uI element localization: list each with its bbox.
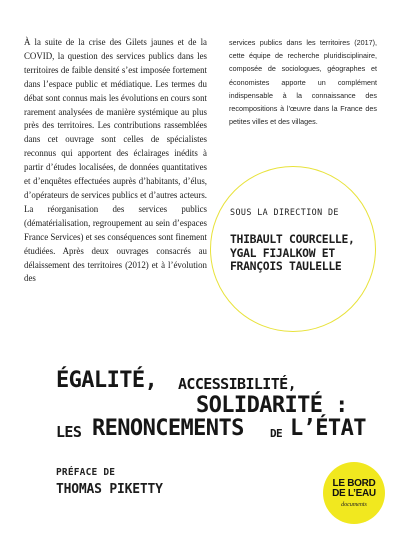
editor-name: THIBAULT COURCELLE, <box>230 232 355 246</box>
title-word-egalite: ÉGALITÉ, <box>56 368 158 393</box>
editor-name: FRANÇOIS TAULELLE <box>230 259 342 274</box>
title-word-de: DE <box>270 427 283 440</box>
preface-block <box>56 467 163 497</box>
editor-name: YGAL FIJALKOW ET <box>230 245 335 260</box>
title-word-renoncements: RENONCEMENTS <box>92 416 244 441</box>
publisher-name-line1: LE BORD <box>332 477 376 489</box>
editors-block <box>230 207 395 274</box>
title-word-solidarite: SOLIDARITÉ : <box>196 393 348 418</box>
publisher-name-line2: DE L’EAU <box>332 487 376 499</box>
publisher-collection: documents <box>341 501 367 508</box>
title-word-accessibilite: ACCESSIBILITÉ, <box>178 375 297 393</box>
preface-label: PRÉFACE DE <box>56 467 116 478</box>
editors-names <box>230 233 395 274</box>
title-word-etat: L’ÉTAT <box>290 416 366 441</box>
summary-left-column: À la suite de la crise des Gilets jaunes et de la COVID, la question des services publics dans les territoires de faible densité s’est imposée fortement dans l’espace public et médiatique. Les termes du débat sont connus mais les évolutions en cours sont rarement analysées de manière systémique au plus près des territoires. Les contributions rassemblées dans cet ouvrage sont celles de spécialistes reconnus qui apportent des éclairages inédits à partir d’études localisées, de données quantitatives et d’enquêtes effectuées auprès d’habitants, d’élus, d’opérateurs de services publics et d’autres acteurs. La réorganisation des services publics (dématérialisation, regroupement au sein d’espaces France Services) et ses conséquences sont finement étudiées. Après deux ouvrages consacrés au délaissement des territoires (2012) et à l’évolution des <box>24 37 207 284</box>
summary-right-column: services publics dans les territoires (2017), cette équipe de recherche pluridisciplinaire, composée de sociologues, géographes et économistes apporte un complément indispensable à la connaissance des recompositions à l’œuvre dans la France des petites villes et des villages. <box>229 38 377 127</box>
preface-author: THOMAS PIKETTY <box>56 482 163 497</box>
title-word-les: LES <box>56 423 82 441</box>
editors-label: SOUS LA DIRECTION DE <box>230 207 339 217</box>
publisher-logo <box>323 462 385 524</box>
